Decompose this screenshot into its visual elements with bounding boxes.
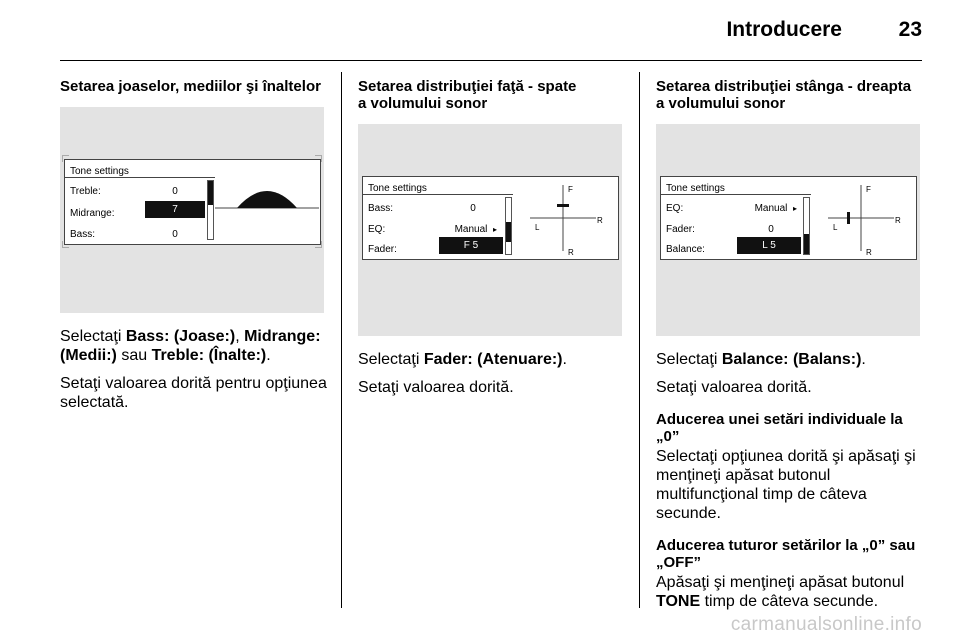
- row-label: Bass:: [368, 203, 394, 214]
- row-label: EQ:: [666, 203, 684, 214]
- paragraph: Selectaţi opţiunea dorită şi apăsaţi şi menţineţi apăsat butonul multifuncţional timp de câteva secunde.: [656, 448, 916, 522]
- level-bar: [207, 180, 214, 240]
- selected-value[interactable]: F 5: [439, 237, 503, 254]
- fader-figure: [358, 124, 622, 336]
- column-divider: [341, 72, 342, 608]
- paragraph: Setaţi valoarea dorită pentru opţiunea selectată.: [60, 375, 327, 411]
- paragraph: Selectaţi Fader: (Atenuare:).: [358, 351, 567, 368]
- selected-value[interactable]: 7: [145, 201, 205, 218]
- row-label: Fader:: [666, 224, 695, 235]
- screen-title: Tone settings: [368, 183, 427, 194]
- eq-curve-icon: [215, 180, 319, 220]
- section-heading: Setarea distribuţiei stânga - dreapta a volumului sonor: [656, 78, 912, 112]
- row-value: 0: [172, 186, 178, 197]
- screen-title: Tone settings: [70, 166, 129, 177]
- watermark: carmanualsonline.info: [730, 614, 922, 635]
- tone-settings-figure: [60, 107, 324, 313]
- row-value: Manual: [754, 203, 788, 214]
- column-tone: [60, 78, 330, 421]
- page-number: 23: [898, 18, 922, 41]
- selected-value[interactable]: L 5: [737, 237, 801, 254]
- arrow-right-icon: ▸: [793, 204, 798, 213]
- header-divider: [60, 60, 922, 61]
- screen-title: Tone settings: [666, 183, 725, 194]
- tone-settings-screen: [64, 159, 321, 245]
- balance-screen: Tone settings EQ: Manual ▸ Fader: 0 Balance: L 5 F R L R: [660, 176, 917, 260]
- paragraph: Selectaţi Bass: (Joase:), Midrange: (Medii:) sau Treble: (Înalte:).: [60, 328, 321, 364]
- section-heading: Setarea distribuţiei faţă - spate a volumului sonor: [358, 78, 577, 112]
- row-label: EQ:: [368, 224, 386, 235]
- row-value: 0: [172, 229, 178, 240]
- row-value: 0: [768, 224, 774, 235]
- arrow-right-icon: ▸: [493, 225, 498, 234]
- row-label: Balance:: [666, 244, 705, 255]
- balance-figure: [656, 124, 920, 336]
- subheading: Aducerea unei setări individuale la „0”: [656, 411, 903, 445]
- row-label: Treble:: [70, 186, 101, 197]
- level-bar: [505, 197, 512, 255]
- column-divider: [639, 72, 640, 608]
- paragraph: Setaţi valoarea dorită.: [656, 379, 812, 396]
- row-value: Manual: [454, 224, 488, 235]
- paragraph: Apăsaţi şi menţineţi apăsat butonul TONE timp de câteva secunde.: [656, 574, 905, 610]
- row-label: Midrange:: [70, 208, 115, 219]
- level-bar: [803, 197, 810, 255]
- row-value: 0: [470, 203, 476, 214]
- column-fader: [358, 78, 628, 406]
- paragraph: Setaţi valoarea dorită.: [358, 379, 514, 396]
- page-title: Introducere: [726, 18, 842, 41]
- fader-screen: Tone settings Bass: 0 EQ: Manual ▸ Fader: F 5 F R L R: [362, 176, 619, 260]
- subheading: Aducerea tuturor setărilor la „0” sau „OFF”: [656, 537, 916, 571]
- row-label: Bass:: [70, 229, 96, 240]
- section-heading: Setarea joaselor, mediilor şi înaltelor: [60, 78, 321, 95]
- paragraph: Selectaţi Balance: (Balans:).: [656, 351, 866, 368]
- column-balance: [656, 78, 926, 620]
- row-label: Fader:: [368, 244, 397, 255]
